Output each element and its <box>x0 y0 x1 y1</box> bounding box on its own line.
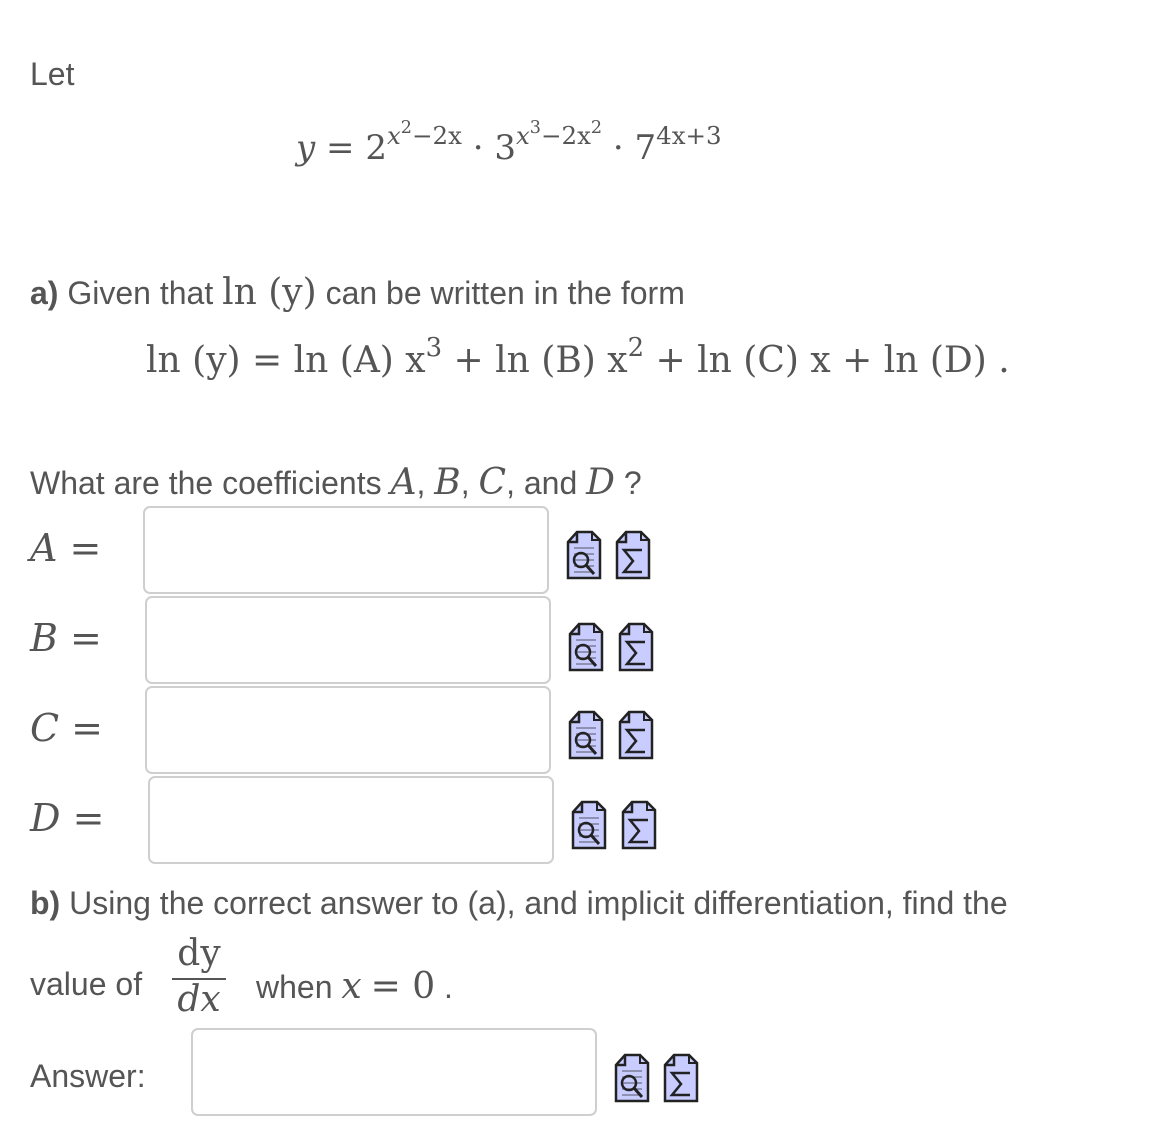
part-a-text-after: can be written in the form <box>325 275 685 311</box>
part-a-intro <box>30 272 685 313</box>
preview-icon[interactable] <box>565 530 603 580</box>
input-d[interactable] <box>148 776 554 864</box>
form-term-c: + ln (C) x <box>655 340 831 381</box>
equation-editor-icon[interactable] <box>614 530 652 580</box>
eq-base2: 3 <box>494 128 516 169</box>
equation-editor-icon[interactable] <box>620 800 658 850</box>
part-b-label: b) <box>30 885 61 921</box>
eq-lhs: y <box>296 128 316 169</box>
eq-base3: 7 <box>634 128 657 169</box>
form-term-a: ln (A) x <box>293 340 426 381</box>
eq-base1: 2 <box>365 128 387 169</box>
preview-icon[interactable] <box>570 800 608 850</box>
form-power-3: 3 <box>425 332 443 363</box>
derivative-fraction <box>168 934 230 1020</box>
part-b-line1: Using the correct answer to (a), and implicit differentiation, find the <box>69 885 1008 921</box>
equation-editor-icon[interactable] <box>617 710 655 760</box>
input-b[interactable] <box>145 596 551 684</box>
fraction-denominator: dx <box>177 979 221 1020</box>
preview-icon[interactable] <box>613 1053 651 1103</box>
eq-dot2: · <box>612 128 624 169</box>
input-a[interactable] <box>143 506 549 594</box>
main-equation <box>296 118 722 169</box>
form-term-b: + ln (B) x <box>453 340 628 381</box>
value-of-label: value of <box>30 966 143 1002</box>
let-label: Let <box>30 56 75 92</box>
preview-icon[interactable] <box>567 710 605 760</box>
part-b-intro <box>30 885 1008 922</box>
preview-icon[interactable] <box>567 622 605 672</box>
eq-exp2: x3−2x2 <box>515 118 603 150</box>
label-b: B = <box>30 616 102 660</box>
part-a-ln-y: ln (y) <box>222 272 317 313</box>
coefficients-question: What are the coefficients A, B, C, and D ? <box>30 462 642 503</box>
equation-editor-icon[interactable] <box>617 622 655 672</box>
eq-exp3: 4x+3 <box>656 120 722 150</box>
answer-label: Answer: <box>30 1058 146 1094</box>
fraction-numerator: dy <box>177 933 221 974</box>
label-c: C = <box>30 706 104 750</box>
equation-editor-icon[interactable] <box>662 1053 700 1103</box>
form-lhs: ln (y) = <box>146 340 294 381</box>
answer-input[interactable] <box>191 1028 597 1116</box>
input-c[interactable] <box>145 686 551 774</box>
eq-exp1: x2−2x <box>386 118 462 150</box>
label-d: D = <box>30 796 105 840</box>
when-condition: when x = 0 . <box>256 966 453 1007</box>
part-a-text-before: Given that <box>67 275 214 311</box>
eq-equals: = <box>326 128 355 169</box>
form-power-2: 2 <box>627 332 645 363</box>
label-a: A = <box>30 526 102 570</box>
part-a-label: a) <box>30 275 59 311</box>
eq-dot1: · <box>472 128 484 169</box>
form-term-d: + ln (D) . <box>842 340 1010 381</box>
form-equation <box>146 332 1010 381</box>
